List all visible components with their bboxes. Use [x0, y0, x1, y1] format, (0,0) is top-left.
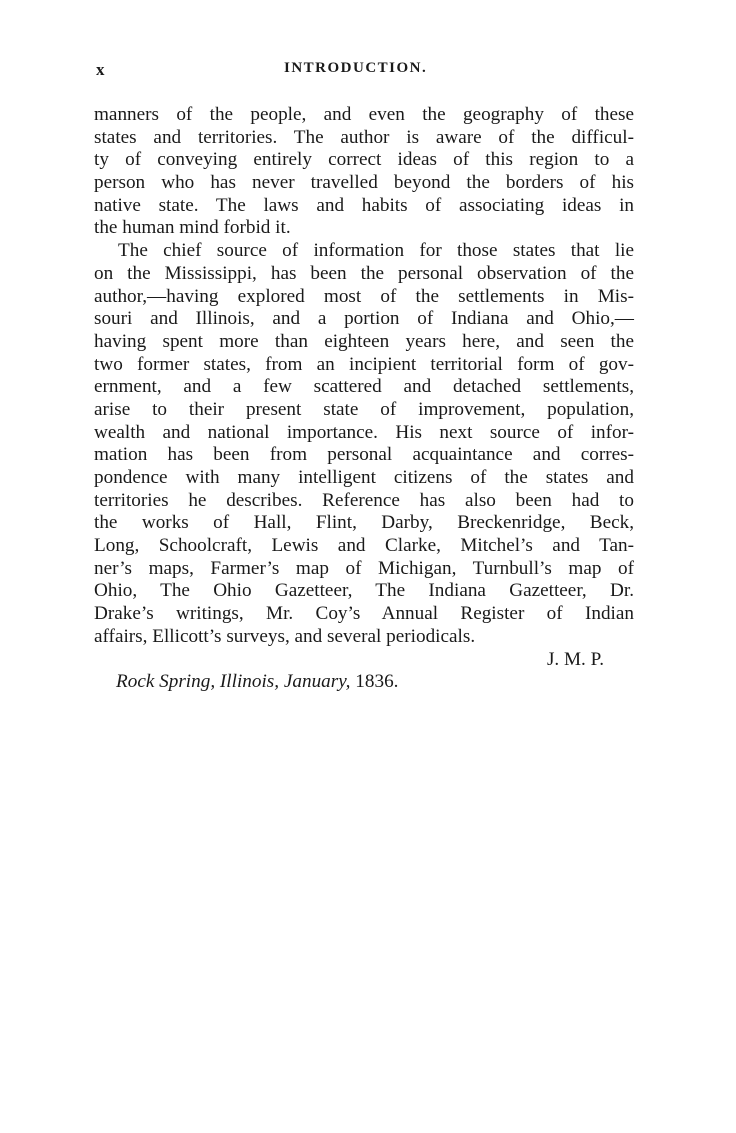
text-line: wealth and national importance. His next source of infor- [94, 421, 634, 443]
text-line: affairs, Ellicott’s surveys, and several periodicals. [94, 625, 476, 647]
dateline-place: Rock Spring, Illinois, January, [116, 671, 351, 693]
text-line: person who has never travelled beyond the borders of his [94, 172, 634, 194]
text-line: ner’s maps, Farmer’s map of Michigan, Turnbull’s map of [94, 557, 634, 579]
text-line: The chief source of information for those states that lie [118, 240, 634, 262]
dateline-year: 1836. [355, 671, 399, 693]
text-line: two former states, from an incipient territorial form of gov- [94, 353, 634, 375]
text-line: Long, Schoolcraft, Lewis and Clarke, Mitchel’s and Tan- [94, 535, 634, 557]
text-line: Drake’s writings, Mr. Coy’s Annual Register of Indian [94, 603, 634, 625]
text-line: the works of Hall, Flint, Darby, Breckenridge, Beck, [94, 512, 634, 534]
text-line: territories he describes. Reference has also been had to [94, 489, 634, 511]
text-line: on the Mississippi, has been the personal observation of the [94, 262, 634, 284]
author-initials: J. M. P. [546, 648, 604, 670]
text-line: having spent more than eighteen years here, and seen the [94, 330, 634, 352]
text-line: author,—having explored most of the settlements in Mis- [94, 285, 634, 307]
body-text [94, 104, 634, 649]
text-line: manners of the people, and even the geography of these [94, 104, 634, 125]
book-page [94, 54, 634, 694]
running-head-title: INTRODUCTION. [284, 60, 428, 76]
dateline [94, 671, 634, 694]
text-line: souri and Illinois, and a portion of Indiana and Ohio,— [94, 308, 634, 330]
text-line: states and territories. The author is aware of the difficul- [94, 126, 634, 148]
text-line: native state. The laws and habits of associating ideas in [94, 194, 634, 216]
text-line: ty of conveying entirely correct ideas of this region to a [94, 149, 634, 171]
text-line: arise to their present state of improvement, population, [94, 398, 634, 420]
text-line: ernment, and a few scattered and detached settlements, [94, 376, 634, 398]
page-number: x [96, 60, 105, 79]
text-line: mation has been from personal acquaintance and corres- [94, 444, 634, 466]
running-head [94, 54, 634, 82]
text-line: the human mind forbid it. [94, 217, 291, 239]
text-line: pondence with many intelligent citizens of the states and [94, 467, 634, 488]
text-line: Ohio, The Ohio Gazetteer, The Indiana Gazetteer, Dr. [94, 580, 634, 602]
